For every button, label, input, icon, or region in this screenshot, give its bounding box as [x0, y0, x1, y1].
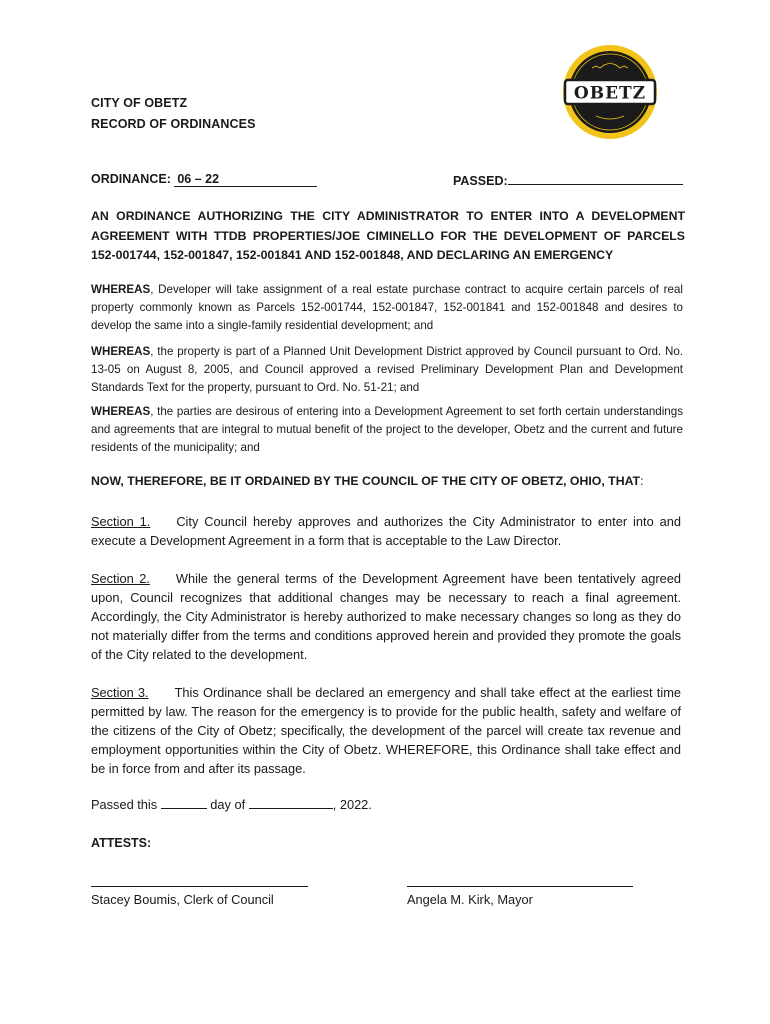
attests-label: ATTESTS: — [91, 836, 152, 850]
passed-blank-line — [508, 172, 683, 185]
section-3 — [91, 683, 681, 778]
passed-label: PASSED: — [453, 174, 508, 188]
now-therefore-text: NOW, THEREFORE, BE IT ORDAINED BY THE COUNCIL OF THE CITY OF OBETZ, OHIO, THAT — [91, 474, 641, 488]
obetz-seal-logo — [562, 44, 658, 140]
section-label: Section 3. — [91, 685, 149, 700]
section-text: While the general terms of the Development Agreement have been tentatively agreed upon, Council recognizes that additional changes may be necessary to reach a final agreement. Accordingly, the City Administrator is hereby authorized to make necessary changes so long as they do not materially differ from the terms and conditions approved herein and provided they promote the goals of the City related to the development. — [91, 571, 681, 662]
mayor-name: Angela M. Kirk, Mayor — [407, 892, 533, 907]
whereas-text: , Developer will take assignment of a real estate purchase contract to acquire certain parcels of real property commonly known as Parcels 152-001744, 152-001847, 152-001841 and 152-001848 and desires to develop the same into a single-family residential development; and — [91, 283, 683, 332]
header-record-of-ordinances: RECORD OF ORDINANCES — [91, 117, 256, 131]
clerk-name: Stacey Boumis, Clerk of Council — [91, 892, 274, 907]
whereas-clause-3 — [91, 403, 683, 457]
passed-this-suffix: , 2022. — [332, 797, 372, 812]
ordinance-number-row — [91, 172, 317, 187]
whereas-keyword: WHEREAS — [91, 345, 151, 358]
month-blank-line — [249, 796, 333, 809]
whereas-clause-1 — [91, 281, 683, 335]
whereas-keyword: WHEREAS — [91, 405, 151, 418]
header-city: CITY OF OBETZ — [91, 96, 188, 110]
section-2 — [91, 569, 681, 664]
ordinance-title: AN ORDINANCE AUTHORIZING THE CITY ADMINISTRATOR TO ENTER INTO A DEVELOPMENT AGREEMENT WITH TTDB PROPERTIES/JOE CIMINELLO FOR THE DEVELOPMENT OF PARCELS 152-001744, 152-001847, 152-001841 AND 152-001848, AND DECLARING AN EMERGENCY — [91, 209, 685, 262]
day-blank-line — [161, 796, 207, 809]
clerk-signature-line — [91, 886, 308, 887]
svg-text:OBETZ: OBETZ — [573, 83, 647, 104]
ordinance-number: 06 – 22 — [177, 172, 220, 186]
passed-row — [453, 172, 683, 188]
section-text: This Ordinance shall be declared an emergency and shall take effect at the earliest time permitted by law. The reason for the emergency is to provide for the public health, safety and welfare of the citizens of the City of Obetz; specifically, the development of the parcel will create tax revenue and employment opportunities within the City of Obetz. WHEREFORE, this Ordinance shall take effect and be in force from and after its passage. — [91, 685, 681, 776]
mayor-signature-line — [407, 886, 633, 887]
whereas-keyword: WHEREAS — [91, 283, 151, 296]
ordinance-label: ORDINANCE: — [91, 172, 171, 186]
now-therefore-statement — [91, 474, 643, 488]
section-text: City Council hereby approves and authorizes the City Administrator to enter into and execute a Development Agreement in a form that is acceptable to the Law Director. — [91, 514, 681, 548]
ordinance-number-field — [174, 172, 317, 187]
passed-this-middle: day of — [210, 797, 246, 812]
section-label: Section 1. — [91, 514, 151, 529]
whereas-clause-2 — [91, 343, 683, 397]
passed-this-line — [91, 796, 372, 812]
passed-this-prefix: Passed this — [91, 797, 158, 812]
section-1 — [91, 512, 681, 550]
section-label: Section 2. — [91, 571, 150, 586]
whereas-text: , the property is part of a Planned Unit Development District approved by Council pursuant to Ord. No. 13-05 on August 8, 2005, and Council approved a revised Preliminary Development Plan and Development Standards Text for the property, pursuant to Ord. No. 51-21; and — [91, 345, 683, 394]
now-therefore-colon: : — [640, 474, 644, 488]
whereas-text: , the parties are desirous of entering into a Development Agreement to set forth certain understandings and agreements that are integral to mutual benefit of the project to the developer, Obetz and the current and future residents of the municipality; and — [91, 405, 683, 454]
